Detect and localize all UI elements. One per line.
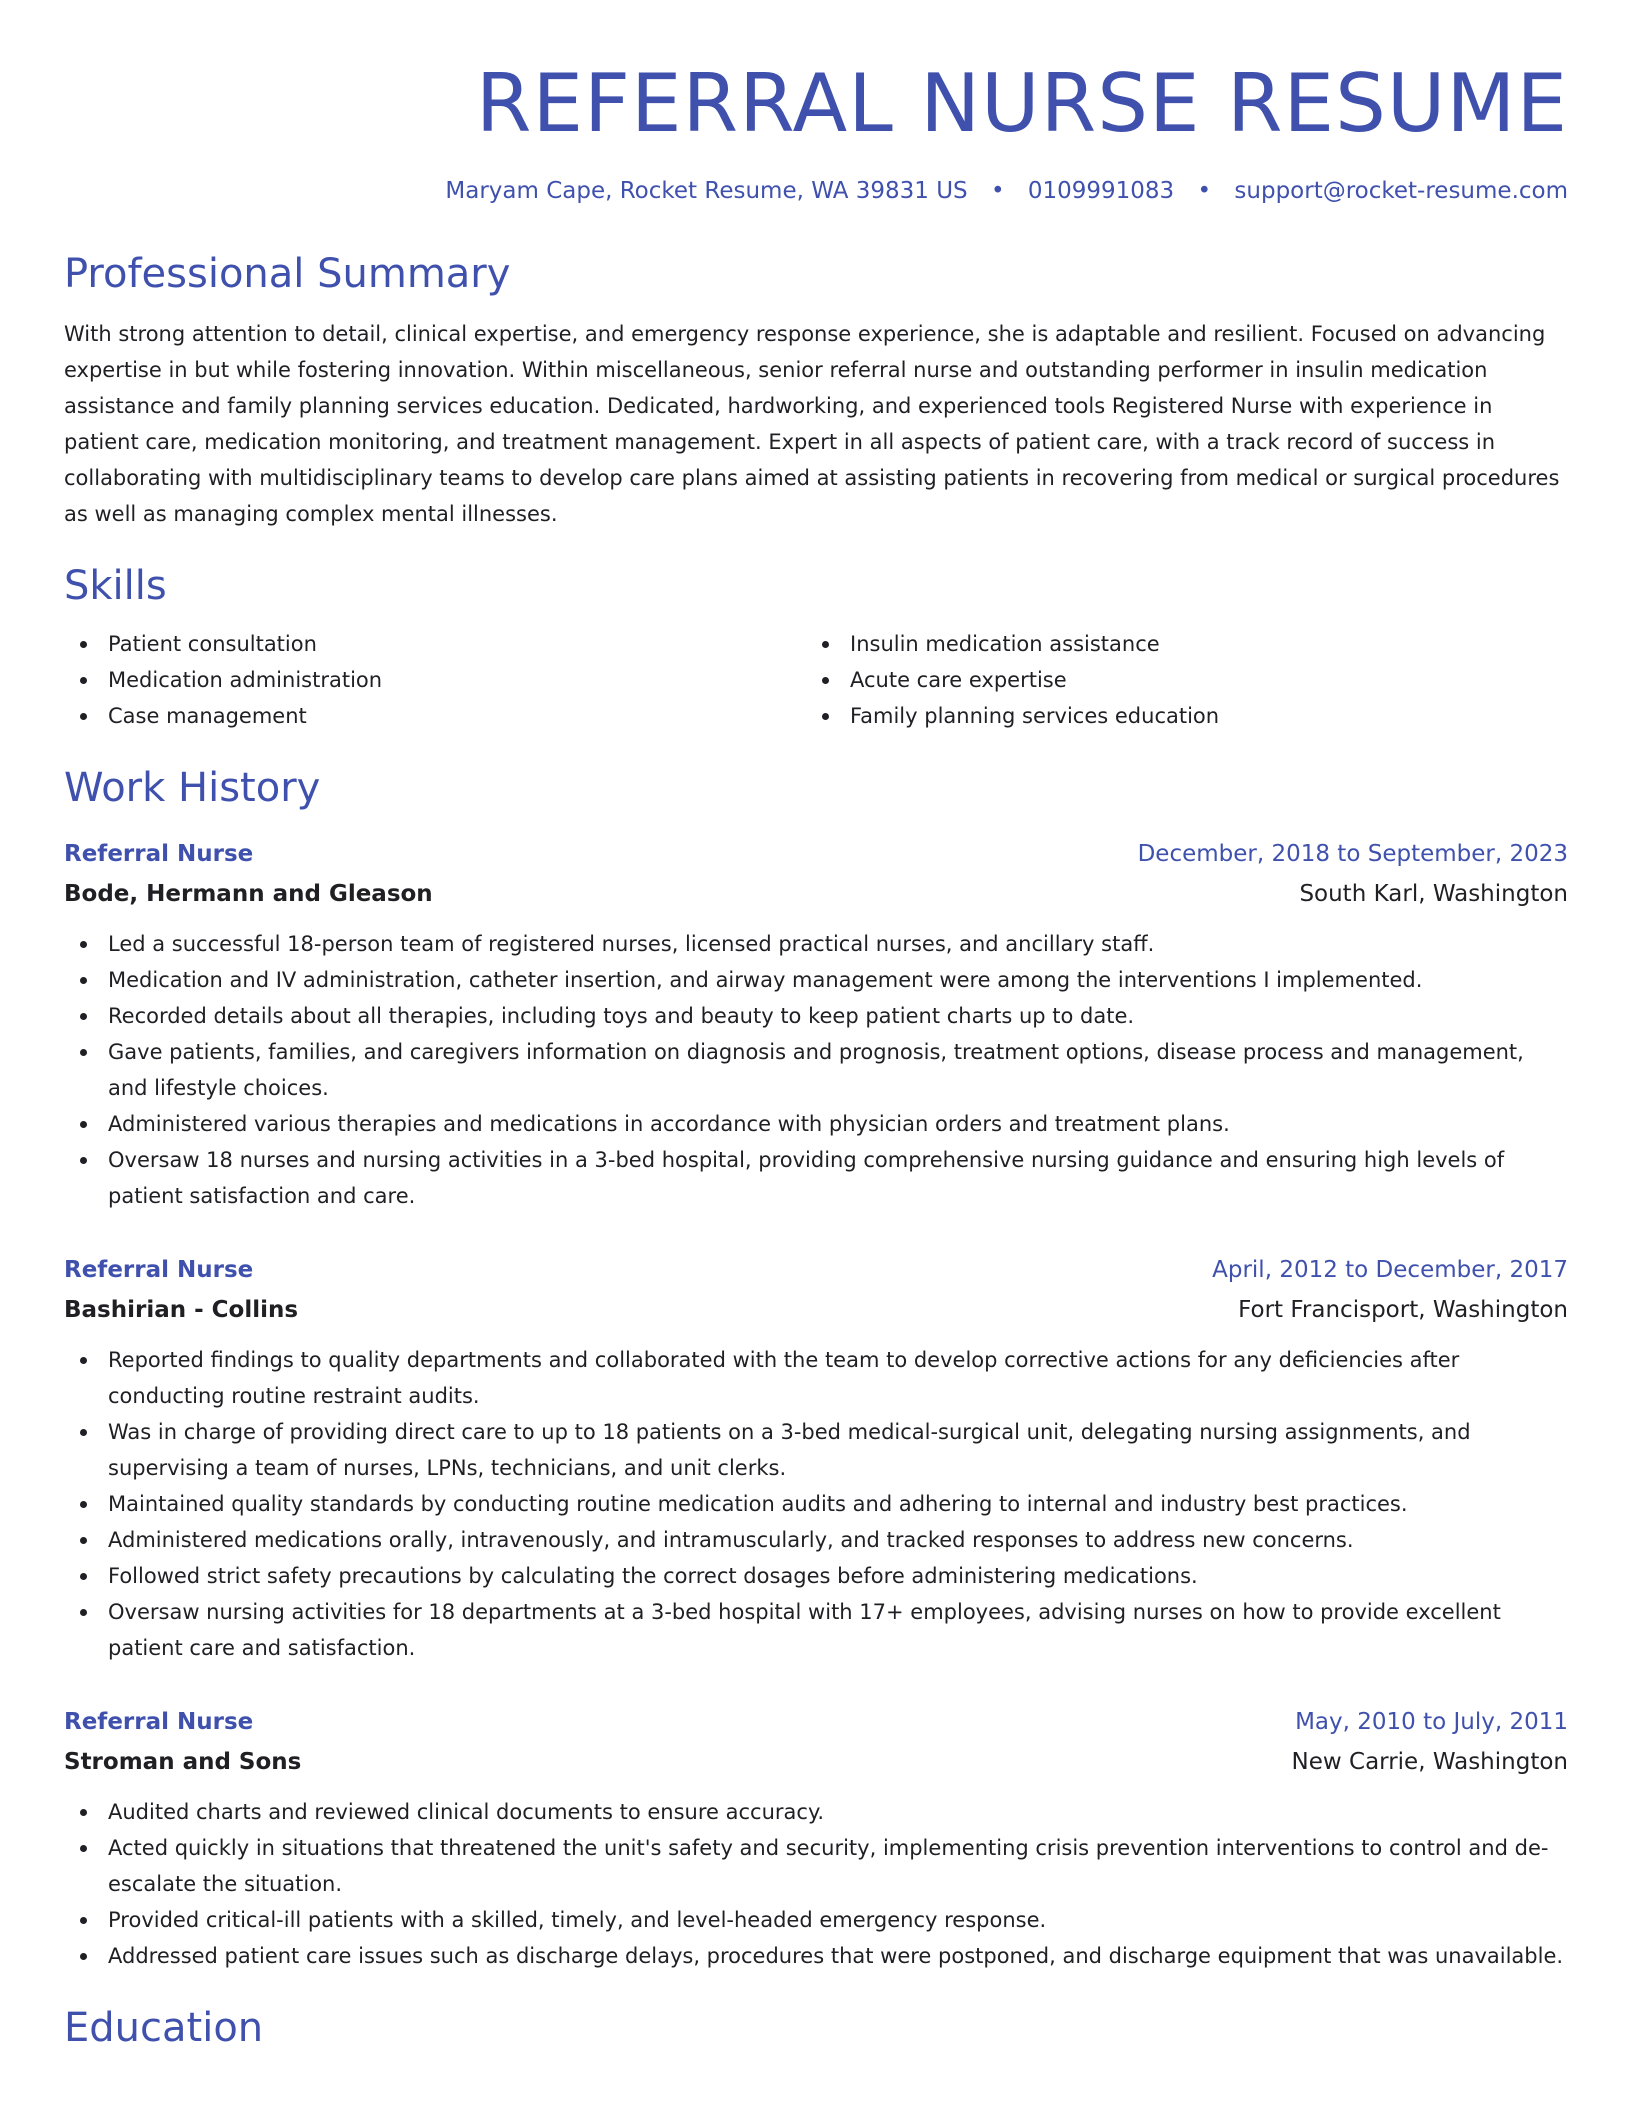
job-subheader	[64, 874, 1568, 914]
skills-list	[64, 626, 1568, 734]
job-bullet: Administered various therapies and medications in accordance with physician orders and treatment plans.	[64, 1106, 1568, 1142]
skills-heading: Skills	[64, 563, 167, 609]
skill-item: Patient consultation	[64, 626, 806, 662]
job-role: Referral Nurse	[64, 841, 254, 867]
job-bullet: Acted quickly in situations that threatened the unit's safety and security, implementing crisis prevention interventions to control and de-escalate the situation.	[64, 1830, 1568, 1902]
skill-item: Acute care expertise	[806, 662, 1548, 698]
job-bullet: Recorded details about all therapies, including toys and beauty to keep patient charts up to date.	[64, 998, 1568, 1034]
job-bullet: Followed strict safety precautions by calculating the correct dosages before administering medications.	[64, 1558, 1568, 1594]
resume-title: REFERRAL NURSE RESUME	[475, 57, 1568, 150]
job-header	[64, 1702, 1568, 1742]
job-bullet: Led a successful 18-person team of registered nurses, licensed practical nurses, and ancillary staff.	[64, 926, 1568, 962]
job-location: Fort Francisport, Washington	[1238, 1297, 1568, 1323]
job-bullet: Maintained quality standards by conducting routine medication audits and adhering to internal and industry best practices.	[64, 1486, 1568, 1522]
job-location: New Carrie, Washington	[1291, 1749, 1568, 1775]
summary-heading: Professional Summary	[64, 251, 511, 297]
contact-separator: •	[1197, 178, 1212, 204]
job-bullets	[64, 1794, 1568, 1974]
job-company: Bashirian - Collins	[64, 1297, 299, 1323]
job-bullet: Medication and IV administration, catheter insertion, and airway management were among the interventions I implemented.	[64, 962, 1568, 998]
job-company: Bode, Hermann and Gleason	[64, 881, 433, 907]
job-dates: December, 2018 to September, 2023	[1137, 841, 1568, 867]
skills-column-left	[64, 626, 806, 734]
job-header	[64, 1250, 1568, 1290]
contact-phone: 0109991083	[1027, 178, 1175, 204]
job-bullet: Was in charge of providing direct care to up to 18 patients on a 3-bed medical-surgical unit, delegating nursing assignments, and supervising a team of nurses, LPNs, technicians, and unit clerks.	[64, 1414, 1568, 1486]
job-header	[64, 834, 1568, 874]
job-entry	[64, 1250, 1568, 1666]
skill-item: Medication administration	[64, 662, 806, 698]
work-history-heading: Work History	[64, 765, 321, 811]
job-dates: May, 2010 to July, 2011	[1295, 1709, 1568, 1735]
skill-item: Insulin medication assistance	[806, 626, 1548, 662]
job-bullets	[64, 1342, 1568, 1666]
job-entry	[64, 1702, 1568, 1974]
job-bullet: Reported findings to quality departments and collaborated with the team to develop corrective actions for any deficiencies after conducting routine restraint audits.	[64, 1342, 1568, 1414]
job-entry	[64, 834, 1568, 1214]
job-bullets	[64, 926, 1568, 1214]
contact-email[interactable]: support@rocket-resume.com	[1234, 178, 1568, 204]
skill-item: Family planning services education	[806, 698, 1548, 734]
job-role: Referral Nurse	[64, 1257, 254, 1283]
job-subheader	[64, 1290, 1568, 1330]
job-bullet: Oversaw nursing activities for 18 departments at a 3-bed hospital with 17+ employees, advising nurses on how to provide excellent patient care and satisfaction.	[64, 1594, 1568, 1666]
job-bullet: Addressed patient care issues such as discharge delays, procedures that were postponed, and discharge equipment that was unavailable.	[64, 1938, 1568, 1974]
summary-text: With strong attention to detail, clinical expertise, and emergency response experience, she is adaptable and resilient. Focused on advancing expertise in but while fostering innovation. Within miscellaneous, senior referral nurse and outstanding performer in insulin medication assistance and family planning services education. Dedicated, hardworking, and experienced tools Registered Nurse with experience in patient care, medication monitoring, and treatment management. Expert in all aspects of patient care, with a track record of success in collaborating with multidisciplinary teams to develop care plans aimed at assisting patients in recovering from medical or surgical procedures as well as managing complex mental illnesses.	[64, 322, 1560, 526]
job-bullet: Oversaw 18 nurses and nursing activities in a 3-bed hospital, providing comprehensive nursing guidance and ensuring high levels of patient satisfaction and care.	[64, 1142, 1568, 1214]
job-dates: April, 2012 to December, 2017	[1212, 1257, 1568, 1283]
job-bullet: Gave patients, families, and caregivers information on diagnosis and prognosis, treatment options, disease process and management, and lifestyle choices.	[64, 1034, 1568, 1106]
job-role: Referral Nurse	[64, 1709, 254, 1735]
skill-item: Case management	[64, 698, 806, 734]
job-location: South Karl, Washington	[1299, 881, 1568, 907]
job-subheader	[64, 1742, 1568, 1782]
contact-address: Maryam Cape, Rocket Resume, WA 39831 US	[445, 178, 968, 204]
job-company: Stroman and Sons	[64, 1749, 302, 1775]
education-heading: Education	[64, 2005, 264, 2051]
job-bullet: Audited charts and reviewed clinical documents to ensure accuracy.	[64, 1794, 1568, 1830]
contact-line	[64, 176, 1568, 206]
job-bullet: Administered medications orally, intravenously, and intramuscularly, and tracked responses to address new concerns.	[64, 1522, 1568, 1558]
job-bullet: Provided critical-ill patients with a skilled, timely, and level-headed emergency response.	[64, 1902, 1568, 1938]
skills-column-right	[806, 626, 1548, 734]
contact-separator: •	[990, 178, 1005, 204]
